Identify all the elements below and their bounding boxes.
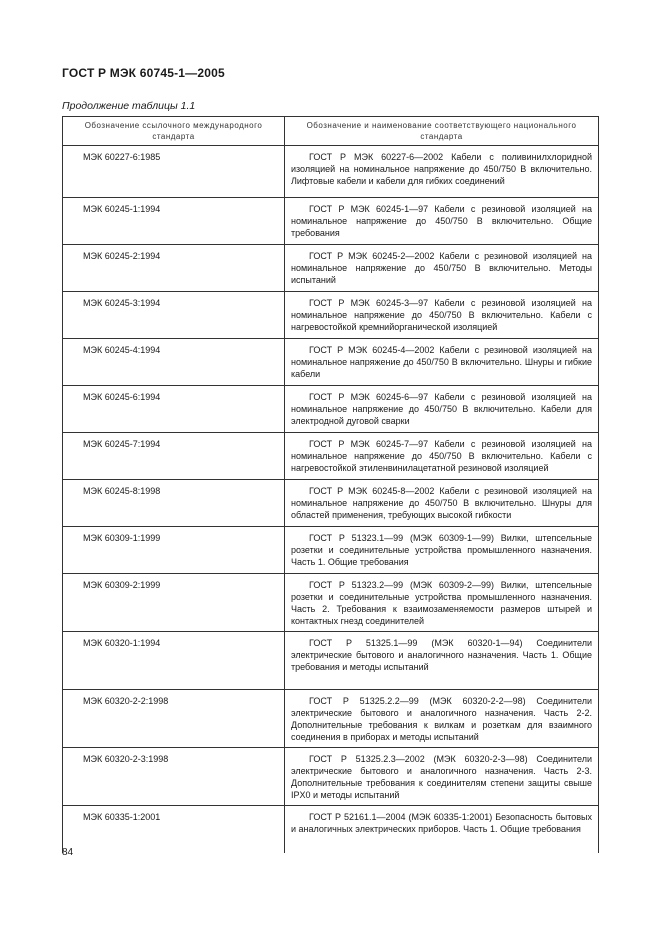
reference-standard-cell: МЭК 60245-1:1994 xyxy=(63,198,285,245)
national-standard-cell: ГОСТ Р МЭК 60245-3—97 Кабели с резиновой изоляцией на номинальное напряжение до 450/750 В включительно. Кабели с нагревостойкой кремнийорганической изоляцией xyxy=(285,292,599,339)
national-standard-cell: ГОСТ Р МЭК 60245-2—2002 Кабели с резиновой изоляцией на номинальное напряжение до 450/750 В включительно. Методы испытаний xyxy=(285,245,599,292)
national-standard-cell: ГОСТ Р МЭК 60245-4—2002 Кабели с резиновой изоляцией на номинальное напряжение до 450/750 В включительно. Шнуры и гибкие кабели xyxy=(285,339,599,386)
table-row xyxy=(63,632,599,690)
national-standard-cell: ГОСТ Р МЭК 60227-6—2002 Кабели с поливинилхлоридной изоляцией на номинальное напряжение до 450/750 В включительно. Лифтовые кабели и кабели для гибких соединений xyxy=(285,146,599,198)
table-row xyxy=(63,806,599,853)
page-number: 84 xyxy=(62,847,74,858)
reference-standard-cell: МЭК 60227-6:1985 xyxy=(63,146,285,198)
standards-table xyxy=(62,116,599,853)
reference-standard-cell: МЭК 60309-1:1999 xyxy=(63,527,285,574)
column-header-national: Обозначение и наименование соответствующего национального стандарта xyxy=(285,117,599,146)
reference-standard-cell: МЭК 60245-6:1994 xyxy=(63,386,285,433)
reference-standard-cell: МЭК 60245-3:1994 xyxy=(63,292,285,339)
national-standard-cell: ГОСТ Р МЭК 60245-7—97 Кабели с резиновой изоляцией на номинальное напряжение до 450/750 В включительно. Кабели с нагревостойкой этиленвинилацетатной резиновой изоляцией xyxy=(285,433,599,480)
table-header-row xyxy=(63,117,599,146)
table-row xyxy=(63,690,599,748)
reference-standard-cell: МЭК 60320-2-3:1998 xyxy=(63,748,285,806)
table-row xyxy=(63,245,599,292)
national-standard-cell: ГОСТ Р 51323.2—99 (МЭК 60309-2—99) Вилки, штепсельные розетки и соединительные устройства промышленного назначения. Часть 2. Требования к взаимозаменяемости размеров штырей и контактных гнезд соединителей xyxy=(285,574,599,632)
reference-standard-cell: МЭК 60245-7:1994 xyxy=(63,433,285,480)
column-header-reference: Обозначение ссылочного международного стандарта xyxy=(63,117,285,146)
reference-standard-cell: МЭК 60245-2:1994 xyxy=(63,245,285,292)
reference-standard-cell: МЭК 60320-1:1994 xyxy=(63,632,285,690)
table-row xyxy=(63,748,599,806)
national-standard-cell: ГОСТ Р МЭК 60245-8—2002 Кабели с резиновой изоляцией на номинальное напряжение до 450/750 В включительно. Шнуры для областей применения, требующих высокой гибкости xyxy=(285,480,599,527)
table-row xyxy=(63,292,599,339)
table-row xyxy=(63,146,599,198)
table-row xyxy=(63,527,599,574)
national-standard-cell: ГОСТ Р 51325.2.2—99 (МЭК 60320-2-2—98) Соединители электрические бытового и аналогичного назначения. Часть 2-2. Дополнительные требования к вилкам и розеткам для взаимного соединения в приборах и методы испытаний xyxy=(285,690,599,748)
national-standard-cell: ГОСТ Р 52161.1—2004 (МЭК 60335-1:2001) Безопасность бытовых и аналогичных электрических приборов. Часть 1. Общие требования xyxy=(285,806,599,853)
table-row xyxy=(63,574,599,632)
document-title: ГОСТ Р МЭК 60745-1—2005 xyxy=(62,66,225,80)
reference-standard-cell: МЭК 60335-1:2001 xyxy=(63,806,285,853)
table-row xyxy=(63,198,599,245)
national-standard-cell: ГОСТ Р 51325.1—99 (МЭК 60320-1—94) Соединители электрические бытового и аналогичного назначения. Часть 1. Общие требования и методы испытаний xyxy=(285,632,599,690)
national-standard-cell: ГОСТ Р 51325.2.3—2002 (МЭК 60320-2-3—98) Соединители электрические бытового и аналогичного назначения. Часть 2-3. Дополнительные требования к соединителям степени защиты свыше IPX0 и методы испытаний xyxy=(285,748,599,806)
reference-standard-cell: МЭК 60309-2:1999 xyxy=(63,574,285,632)
national-standard-cell: ГОСТ Р МЭК 60245-6—97 Кабели с резиновой изоляцией на номинальное напряжение до 450/750 В включительно. Кабели для электродной дуговой сварки xyxy=(285,386,599,433)
table-row xyxy=(63,386,599,433)
table-row xyxy=(63,433,599,480)
reference-standard-cell: МЭК 60245-4:1994 xyxy=(63,339,285,386)
national-standard-cell: ГОСТ Р 51323.1—99 (МЭК 60309-1—99) Вилки, штепсельные розетки и соединительные устройства промышленного назначения. Часть 1. Общие требования xyxy=(285,527,599,574)
reference-standard-cell: МЭК 60320-2-2:1998 xyxy=(63,690,285,748)
national-standard-cell: ГОСТ Р МЭК 60245-1—97 Кабели с резиновой изоляцией на номинальное напряжение до 450/750 В включительно. Общие требования xyxy=(285,198,599,245)
table-body xyxy=(63,146,599,853)
table-row xyxy=(63,480,599,527)
reference-standard-cell: МЭК 60245-8:1998 xyxy=(63,480,285,527)
table-caption: Продолжение таблицы 1.1 xyxy=(62,100,196,112)
table-row xyxy=(63,339,599,386)
